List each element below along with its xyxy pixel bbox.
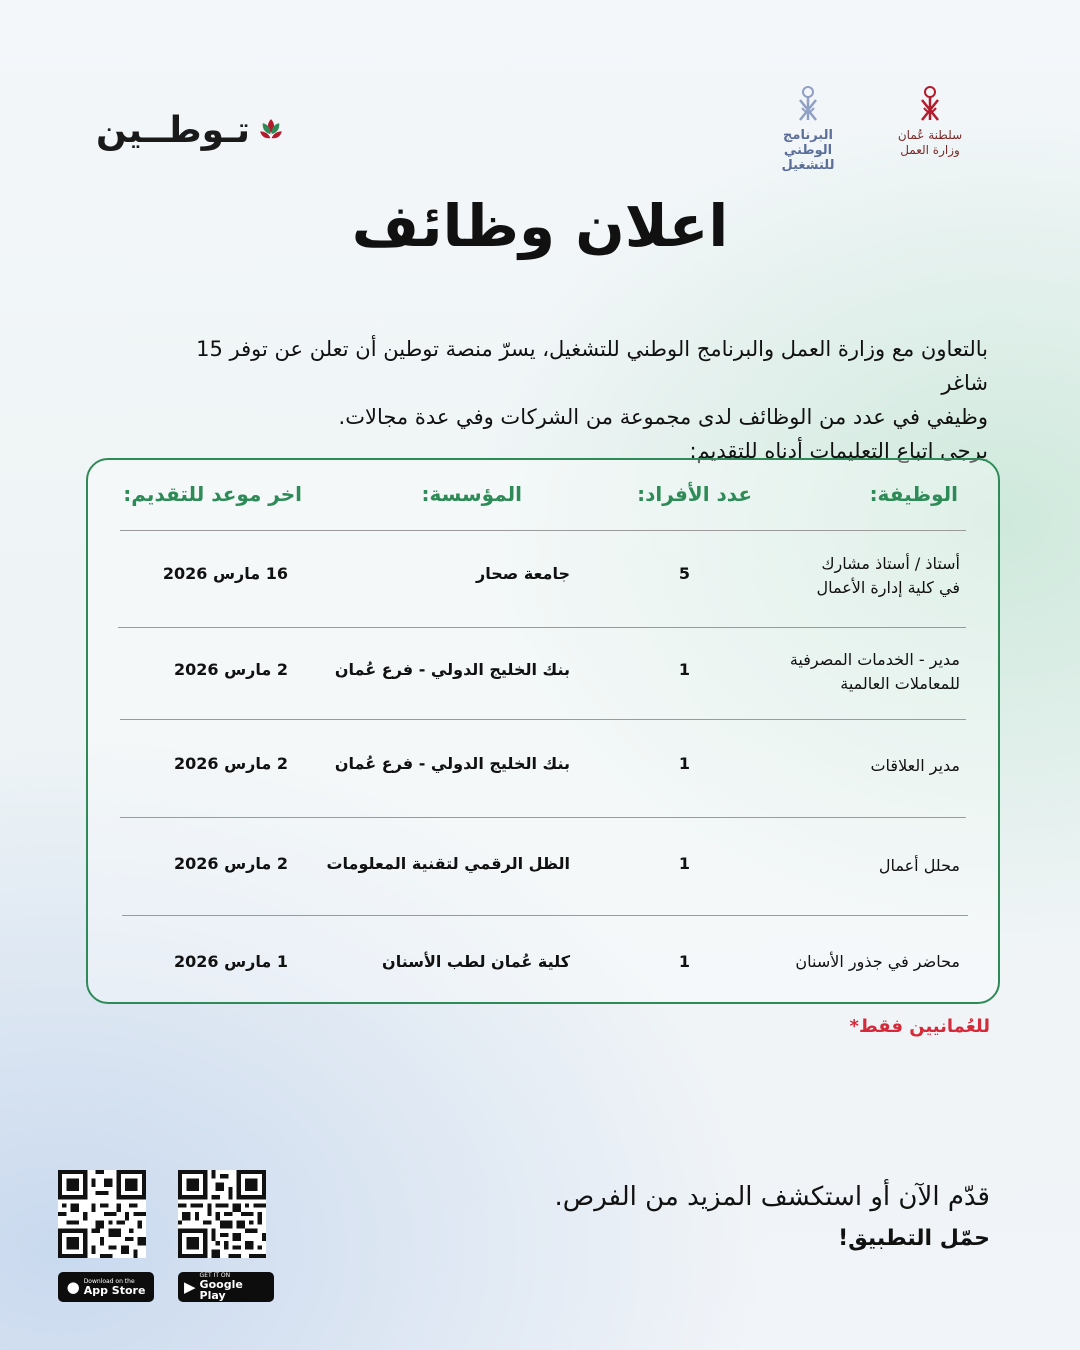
row-divider — [120, 719, 966, 720]
khanjar-emblem-icon — [786, 82, 830, 126]
government-logos — [758, 82, 980, 173]
job-title — [760, 754, 960, 778]
job-count: 1 — [678, 660, 690, 679]
job-organization: بنك الخليج الدولي - فرع عُمان — [334, 660, 570, 679]
job-deadline: 2 مارس 2026 — [173, 754, 288, 773]
google-play-small-text: GET IT ON — [199, 1272, 231, 1279]
ministry-name-line2: وزارة العمل — [900, 143, 960, 157]
cta-line-1: قدّم الآن أو استكشف المزيد من الفرص. — [554, 1182, 990, 1212]
row-divider — [118, 627, 966, 628]
intro-line-3: يرجى اتباع التعليمات أدناه للتقديم: — [689, 439, 988, 463]
call-to-action — [555, 1182, 990, 1251]
job-count: 5 — [678, 564, 690, 583]
app-store-small-text: Download on the — [83, 1277, 135, 1285]
job-title-line1: محلل أعمال — [878, 856, 960, 875]
ministry-name — [898, 128, 962, 158]
job-deadline: 2 مارس 2026 — [173, 854, 288, 873]
job-title-line1: مدير العلاقات — [870, 756, 960, 775]
program-name-line2: للتشغيل — [781, 158, 835, 173]
jobs-table — [86, 458, 1000, 1004]
header-count: عدد الأفراد: — [637, 482, 752, 506]
job-organization: جامعة صحار — [476, 564, 570, 583]
google-play-icon: ▶ — [184, 1277, 196, 1296]
job-title-line1: محاضر في جذور الأسنان — [795, 952, 960, 971]
table-row — [88, 552, 1002, 622]
header-job: الوظيفة: — [869, 482, 958, 506]
ministry-of-labour-logo — [880, 82, 980, 158]
apple-icon: ● — [66, 1277, 80, 1296]
job-title — [760, 854, 960, 878]
job-deadline: 16 مارس 2026 — [162, 564, 288, 583]
job-organization: الظل الرقمي لتقنية المعلومات — [326, 854, 570, 873]
row-divider — [120, 817, 966, 818]
table-row — [88, 950, 1002, 990]
job-title — [760, 648, 960, 696]
app-store-qr-code[interactable] — [58, 1170, 146, 1258]
table-header — [88, 482, 1002, 522]
intro-line-2: وظيفي في عدد من الوظائف لدى مجموعة من الشركات وفي عدة مجالات. — [338, 405, 988, 429]
omani-only-note: للعُمانيين فقط* — [849, 1016, 990, 1037]
job-title-line1: مدير - الخدمات المصرفية — [789, 650, 960, 669]
table-row — [88, 854, 1002, 894]
page-title: اعلان وظائف — [351, 192, 729, 260]
job-title-line2: في كلية إدارة الأعمال — [816, 578, 960, 597]
row-divider — [122, 915, 968, 916]
job-title — [760, 552, 960, 600]
job-deadline: 1 مارس 2026 — [173, 952, 288, 971]
google-play-label: Google Play — [199, 1278, 243, 1302]
google-play-qr-code[interactable] — [178, 1170, 266, 1258]
app-store-label: App Store — [83, 1283, 146, 1297]
national-employment-program-logo — [758, 82, 858, 173]
job-title — [760, 950, 960, 974]
program-name-line1: البرنامج الوطني — [783, 128, 833, 158]
cta-line-2: حمّل التطبيق! — [838, 1226, 990, 1251]
google-play-download[interactable] — [178, 1170, 274, 1302]
intro-text — [148, 332, 988, 468]
app-store-download[interactable] — [58, 1170, 154, 1302]
google-play-badge[interactable] — [178, 1272, 274, 1302]
header-deadline: اخر موعد للتقديم: — [123, 482, 302, 506]
job-organization: بنك الخليج الدولي - فرع عُمان — [334, 754, 570, 773]
brand-name: تـوطــين — [96, 109, 251, 151]
job-title-line1: أستاذ / أستاذ مشارك — [821, 554, 960, 573]
table-row — [88, 754, 1002, 794]
job-count: 1 — [678, 854, 690, 873]
header-org: المؤسسة: — [421, 482, 522, 506]
tawteen-leaf-icon — [256, 108, 286, 152]
ministry-name-line1: سلطنة عُمان — [897, 128, 963, 142]
job-count: 1 — [678, 952, 690, 971]
tawteen-logo — [96, 100, 286, 160]
job-title-line2: للمعاملات العالمية — [840, 674, 960, 693]
table-row — [88, 648, 1002, 718]
row-divider — [120, 530, 966, 531]
job-count: 1 — [678, 754, 690, 773]
job-organization: كلية عُمان لطب الأسنان — [382, 952, 570, 971]
oman-emblem-icon — [908, 82, 952, 126]
program-name — [758, 128, 858, 173]
job-deadline: 2 مارس 2026 — [173, 660, 288, 679]
intro-line-1: بالتعاون مع وزارة العمل والبرنامج الوطني للتشغيل، يسرّ منصة توطين أن تعلن عن توفر 15 شاغر — [196, 337, 988, 395]
app-store-badge[interactable] — [58, 1272, 154, 1302]
